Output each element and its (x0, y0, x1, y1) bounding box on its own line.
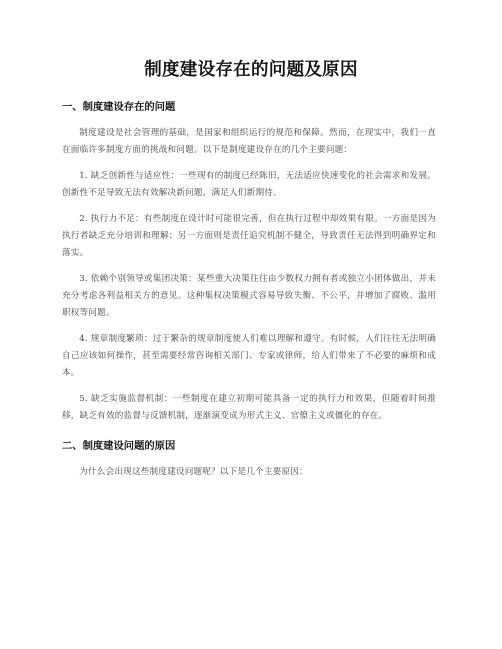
problem-item-4: 4. 规章制度繁琐：过于繁杂的规章制度使人们难以理解和遵守。有时候，人们往往无法明确自己应该如何操作，甚至需要经常咨询相关部门、专家或律师，给人们带来了不必要的麻烦和成本。 (62, 334, 436, 378)
section-heading-problems: 一、制度建设存在的问题 (62, 101, 176, 113)
problem-item-3: 3. 依赖个别领导或集团决策：某些重大决策往往由少数权力拥有者或独立小团体做出，并未充分考虑各利益相关方的意见。这种集权决策模式容易导致失衡、不公平，并增加了腐败、滥用职权等问题。 (62, 274, 436, 318)
document-body (62, 96, 436, 481)
problem-item-2: 2. 执行力不足：有些制度在设计时可能很完善，但在执行过程中却效果有限。一方面是因为执行者缺乏充分培训和理解；另一方面则是责任追究机制不健全，导致责任无法得到明确界定和落实。 (62, 214, 436, 258)
section-intro-paragraph: 制度建设是社会管理的基础，是国家和组织运行的规范和保障。然而，在现实中，我们一直在面临许多制度方面的挑战和问题。以下是制度建设存在的几个主要问题： (62, 128, 436, 155)
problem-item-1: 1. 缺乏创新性与适应性：一些现有的制度已经陈旧，无法适应快速变化的社会需求和发展。创新性不足导致无法有效解决新问题，满足人们新期待。 (62, 171, 436, 198)
causes-intro-paragraph: 为什么会出现这些制度建设问题呢？以下是几个主要原因： (79, 467, 308, 477)
section-heading-causes: 二、制度建设问题的原因 (62, 440, 176, 452)
document-title: 制度建设存在的问题及原因 (144, 60, 358, 80)
problem-item-5: 5. 缺乏实施监督机制：一些制度在建立初期可能具备一定的执行力和效果，但随着时间推移，缺乏有效的监督与反馈机制，逐渐演变成为形式主义、官僚主义或僵化的存在。 (62, 394, 436, 421)
